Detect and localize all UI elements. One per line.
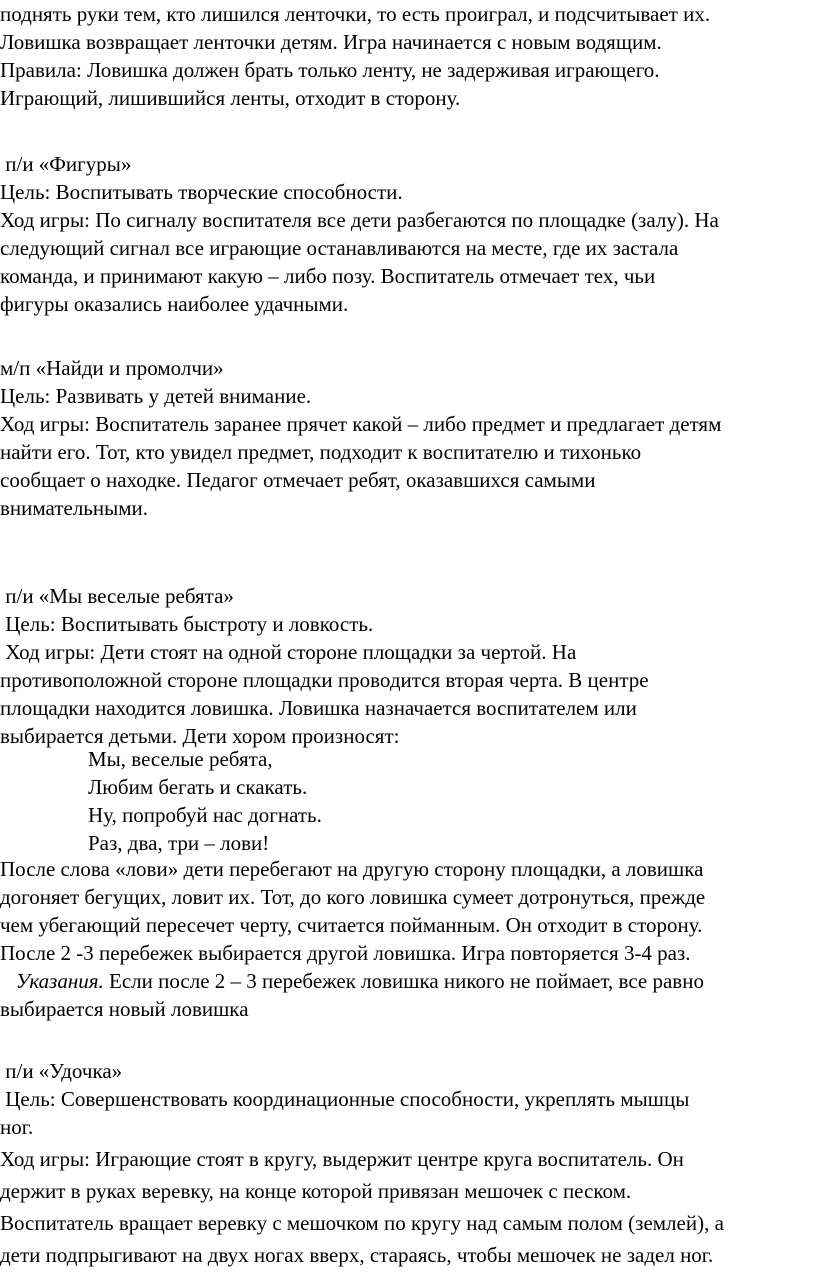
verse-line: Мы, веселые ребята, — [88, 747, 273, 771]
paragraph-line: Цель: Воспитывать быстроту и ловкость. — [0, 612, 374, 636]
paragraph-line: дети подпрыгивают на двух ногах вверх, стараясь, чтобы мешочек не задел ног. — [0, 1243, 714, 1267]
paragraph-line: Ход игры: Дети стоят на одной стороне площадки за чертой. На — [0, 640, 577, 664]
paragraph-line: внимательными. — [0, 496, 148, 520]
paragraph-line: противоположной стороне площадки проводится вторая черта. В центре — [0, 668, 649, 692]
section-title-vesyolye: п/и «Мы веселые ребята» — [0, 584, 234, 608]
section-title-figury: п/и «Фигуры» — [0, 152, 132, 176]
paragraph-line: Цель: Развивать у детей внимание. — [0, 384, 312, 408]
paragraph-line: Цель: Совершенствовать координационные способности, укреплять мышцы — [0, 1087, 690, 1111]
intro-line: поднять руки тем, кто лишился ленточки, то есть проиграл, и подсчитывает их. — [0, 2, 711, 26]
paragraph-line: Цель: Воспитывать творческие способности. — [0, 180, 403, 204]
paragraph-line: следующий сигнал все играющие останавливаются на месте, где их застала — [0, 236, 679, 260]
note-line — [0, 967, 704, 995]
verse-line: Ну, попробуй нас догнать. — [88, 803, 322, 827]
paragraph-line: выбирается детьми. Дети хором произносят: — [0, 724, 400, 748]
intro-line: Ловишка возвращает ленточки детям. Игра начинается с новым водящим. — [0, 30, 662, 54]
note-label: Указания. — [0, 969, 104, 993]
paragraph-line: Ход игры: Играющие стоят в кругу, выдержит центре круга воспитатель. Он — [0, 1147, 684, 1171]
verse-line: Раз, два, три – лови! — [88, 831, 270, 855]
paragraph-line: площадки находится ловишка. Ловишка назначается воспитателем или — [0, 696, 637, 720]
paragraph-line: найти его. Тот, кто увидел предмет, подходит к воспитателю и тихонько — [0, 440, 642, 464]
paragraph-line: Ход игры: Воспитатель заранее прячет какой – либо предмет и предлагает детям — [0, 412, 722, 436]
intro-line: Играющий, лишившийся ленты, отходит в сторону. — [0, 86, 461, 110]
paragraph-line: ног. — [0, 1115, 34, 1139]
paragraph-line: фигуры оказались наиболее удачными. — [0, 292, 349, 316]
note-text: Если после 2 – 3 перебежек ловишка никого не поймает, все равно — [103, 969, 704, 993]
verse-line: Любим бегать и скакать. — [88, 775, 308, 799]
section-title-udochka: п/и «Удочка» — [0, 1059, 123, 1083]
section-title-naidi: м/п «Найди и промолчи» — [0, 356, 224, 380]
paragraph-line: чем убегающий пересечет черту, считается пойманным. Он отходит в сторону. — [0, 913, 703, 937]
paragraph-line: Воспитатель вращает веревку с мешочком по кругу над самым полом (землей), а — [0, 1211, 724, 1235]
intro-line: Правила: Ловишка должен брать только ленту, не задерживая играющего. — [0, 58, 660, 82]
paragraph-line: выбирается новый ловишка — [0, 997, 249, 1021]
paragraph-line: После 2 -3 перебежек выбирается другой ловишка. Игра повторяется 3-4 раз. — [0, 941, 691, 965]
paragraph-line: догоняет бегущих, ловит их. Тот, до кого ловишка сумеет дотронуться, прежде — [0, 885, 706, 909]
paragraph-line: Ход игры: По сигналу воспитателя все дети разбегаются по площадке (залу). На — [0, 208, 719, 232]
paragraph-line: сообщает о находке. Педагог отмечает ребят, оказавшихся самыми — [0, 468, 596, 492]
paragraph-line: держит в руках веревку, на конце которой привязан мешочек с песком. — [0, 1179, 632, 1203]
paragraph-line: После слова «лови» дети перебегают на другую сторону площадки, а ловишка — [0, 857, 704, 881]
paragraph-line: команда, и принимают какую – либо позу. Воспитатель отмечает тех, чьи — [0, 264, 656, 288]
